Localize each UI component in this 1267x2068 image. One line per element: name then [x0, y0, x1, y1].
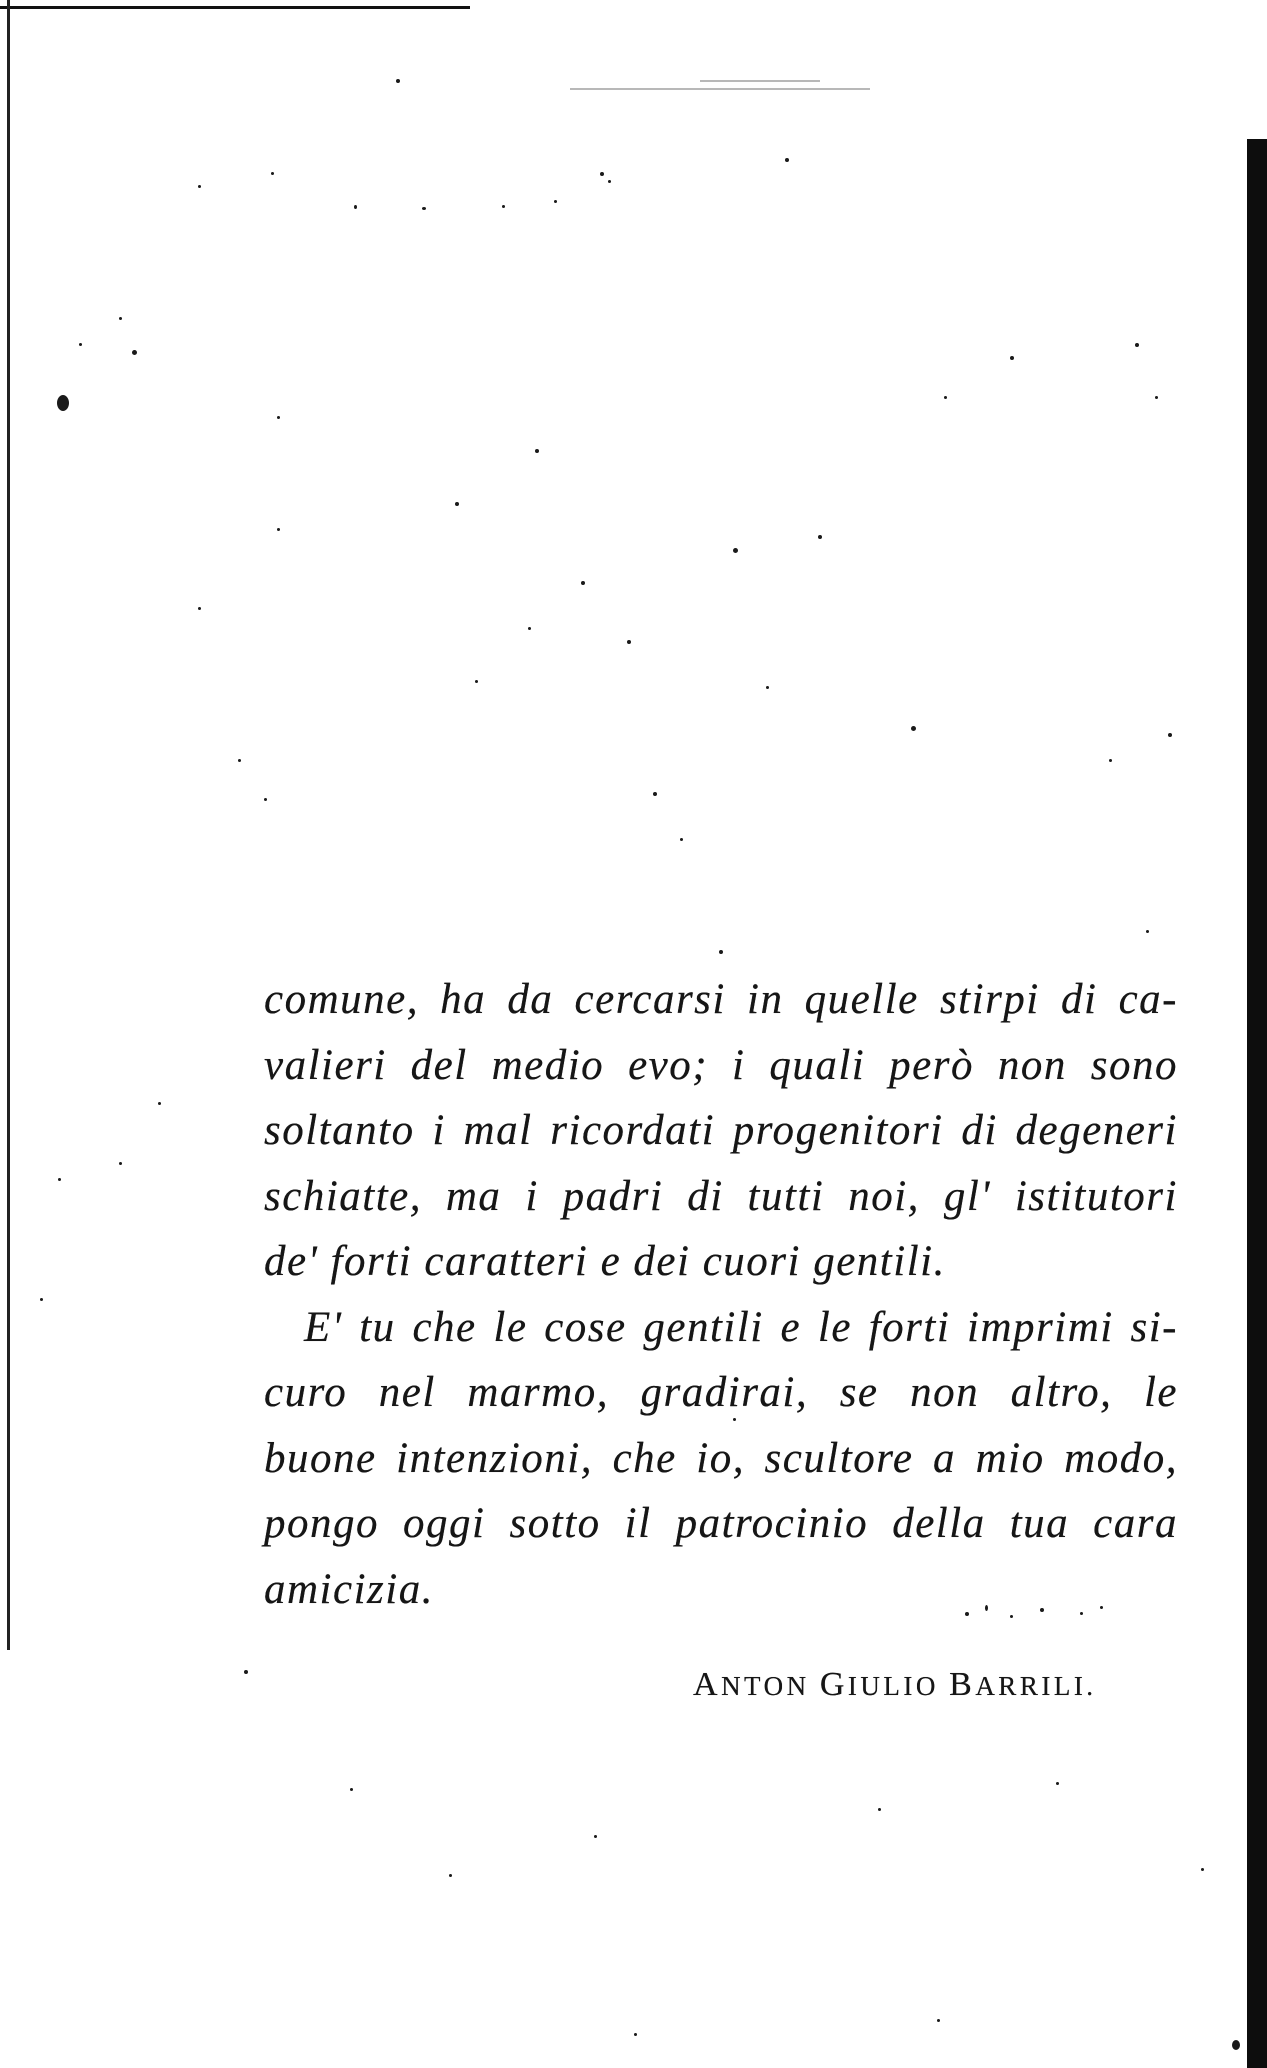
signature-initial: G	[819, 1666, 848, 1703]
scan-speck	[119, 1162, 122, 1165]
scan-speck	[198, 607, 201, 610]
text-line: curo nel marmo, gradirai, se non altro, le	[264, 1369, 1178, 1416]
scan-speck	[40, 1298, 43, 1301]
text-line: E' tu che le cose gentili e le forti imprimi si-	[304, 1303, 1178, 1351]
scan-speck	[627, 640, 631, 644]
signature-initial: B	[949, 1666, 976, 1703]
scan-speck	[581, 581, 585, 585]
scan-speck	[277, 416, 280, 419]
scan-border-left	[7, 0, 10, 1650]
scan-border-right	[1247, 139, 1267, 2068]
scan-speck	[1155, 396, 1158, 399]
scan-speck	[244, 1670, 248, 1674]
scan-speck	[554, 200, 557, 203]
scan-speck	[766, 686, 769, 689]
scan-speck	[158, 1102, 161, 1105]
scan-speck	[449, 1874, 452, 1877]
scan-speck	[944, 396, 947, 399]
scan-speck	[733, 548, 738, 553]
scan-speck	[271, 172, 274, 175]
scan-speck	[354, 205, 357, 209]
scan-speck	[502, 205, 505, 208]
scan-speck	[119, 317, 122, 320]
scan-speck	[475, 680, 478, 683]
scan-speck	[653, 792, 657, 796]
scan-speck	[594, 1835, 597, 1838]
scan-speck	[1146, 930, 1149, 933]
scan-speck	[455, 502, 459, 506]
scan-speck	[1201, 1868, 1204, 1871]
scan-speck	[1109, 759, 1112, 762]
text-line: buone intenzioni, che io, scultore a mio modo,	[264, 1434, 1178, 1482]
scan-speck	[132, 350, 137, 355]
scan-speck	[277, 528, 280, 531]
scan-speck	[58, 1178, 61, 1181]
scan-speck	[1056, 1782, 1059, 1785]
signature-rest: ARRILI.	[975, 1671, 1097, 1701]
scan-border-top	[0, 6, 470, 9]
text-line: soltanto i mal ricordati progenitori di degeneri	[264, 1107, 1178, 1154]
text-line: comune, ha da cercarsi in quelle stirpi di ca-	[264, 976, 1178, 1023]
dedication-text	[264, 967, 1178, 1622]
scan-speck	[911, 726, 916, 731]
scan-speck	[1135, 343, 1139, 347]
paragraph	[264, 967, 1178, 1295]
scan-speck	[422, 207, 426, 210]
text-line: de' forti caratteri e dei cuori gentili.	[264, 1238, 946, 1285]
paragraph	[264, 1295, 1178, 1623]
scan-speck	[264, 798, 267, 801]
scan-speck	[1232, 2040, 1240, 2050]
scan-speck	[878, 1808, 881, 1811]
scan-speck	[937, 2019, 940, 2022]
text-line: schiatte, ma i padri di tutti noi, gl' istitutori	[264, 1172, 1178, 1220]
scan-speck	[1168, 733, 1172, 737]
scan-speck	[350, 1788, 353, 1791]
scan-speck	[535, 449, 539, 453]
scan-speck	[719, 950, 723, 954]
signature-rest: IULIO	[847, 1671, 939, 1701]
scan-speck	[396, 79, 400, 83]
scan-speck	[79, 343, 82, 346]
text-line: valieri del medio evo; i quali però non sono	[264, 1041, 1178, 1089]
scan-speck	[600, 172, 604, 176]
scan-speck	[634, 2033, 637, 2036]
signature-rest: NTON	[721, 1671, 810, 1701]
scan-speck	[680, 838, 683, 841]
signature-initial: A	[693, 1666, 722, 1703]
scan-speck	[608, 180, 611, 183]
scan-speck	[238, 759, 241, 762]
scan-speck	[198, 185, 201, 188]
scan-smudge	[700, 80, 820, 82]
text-line: amicizia.	[264, 1565, 434, 1613]
scan-speck	[1010, 356, 1014, 360]
text-line: pongo oggi sotto il patrocinio della tua cara	[264, 1500, 1178, 1547]
scan-speck	[528, 627, 531, 630]
scan-speck	[57, 395, 69, 411]
signature	[693, 1665, 1097, 1706]
scan-smudge	[570, 88, 870, 90]
scan-speck	[785, 158, 789, 162]
scan-speck	[818, 535, 822, 539]
